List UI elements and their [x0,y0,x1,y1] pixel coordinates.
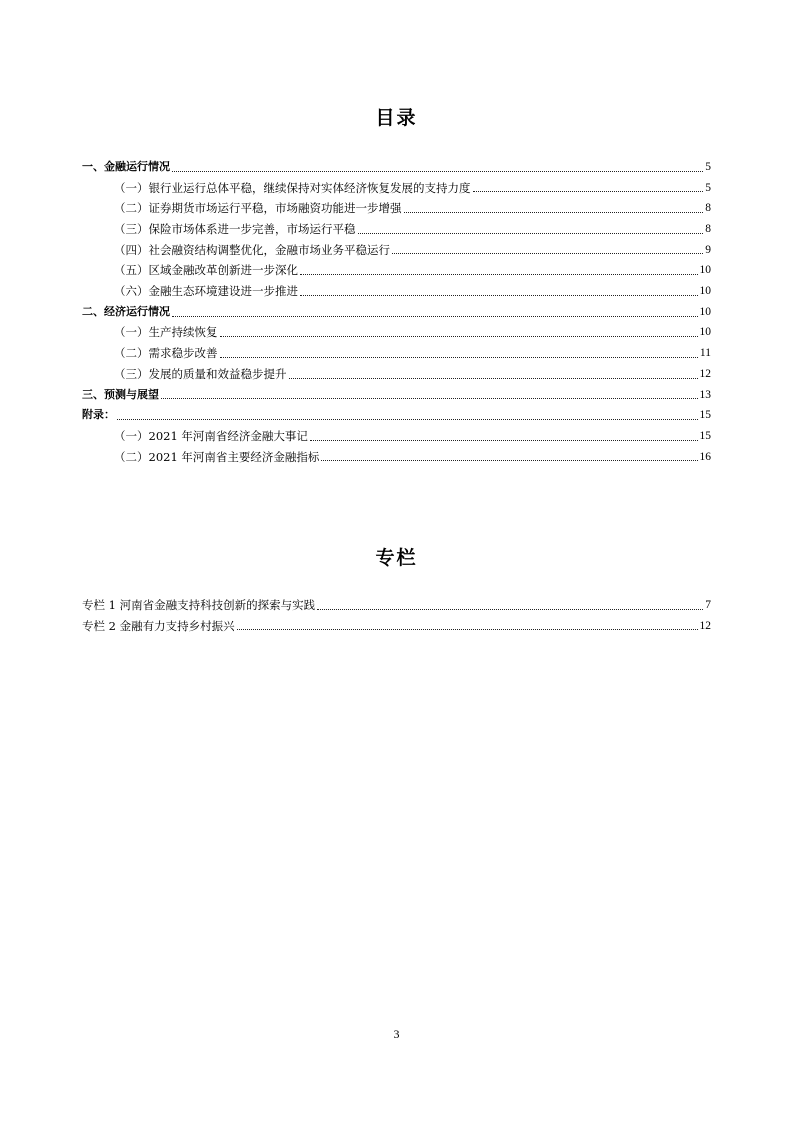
dot-leader [317,608,703,610]
toc-entry[interactable] [82,385,711,406]
toc-entry[interactable] [82,157,711,178]
toc-entry-label: 一、金融运行情况 [82,159,170,173]
toc-entry-label: 三、预测与展望 [82,387,159,401]
toc-entry-page: 15 [699,409,711,422]
toc-entry-page: 5 [705,181,711,194]
toc-entry-label: （三）保险市场体系进一步完善，市场运行平稳 [114,222,356,237]
toc-entry-label: （一）生产持续恢复 [114,325,218,340]
toc-entry-label: （四）社会融资结构调整优化，金融市场业务平稳运行 [114,242,390,257]
toc-entry-page: 8 [705,223,711,236]
toc-entry[interactable] [82,240,711,261]
toc-entry-page: 13 [699,388,711,401]
toc-entry-page: 5 [705,160,711,173]
toc-entry[interactable] [82,323,711,344]
toc-entry-page: 11 [699,347,711,360]
dot-leader [404,211,704,213]
toc-entry[interactable] [82,281,711,302]
toc-entry[interactable] [82,260,711,281]
dot-leader [220,356,698,358]
dot-leader [289,377,698,379]
dot-leader [300,273,698,275]
toc-entry-label: （一）2021 年河南省经济金融大事记 [114,428,308,443]
toc-entry-label: （一）银行业运行总体平稳，继续保持对实体经济恢复发展的支持力度 [114,180,471,195]
toc-entry-page: 9 [705,243,711,256]
dot-leader [321,459,697,461]
toc-entry[interactable] [82,447,711,468]
toc-entry-label: （二）需求稳步改善 [114,346,218,361]
toc-entry-page: 12 [699,367,711,380]
dot-leader [310,439,698,441]
dot-leader [392,252,703,254]
toc-entry[interactable] [82,595,711,616]
dot-leader [172,170,703,172]
toc-entry-page: 10 [699,264,711,277]
toc-entry[interactable] [82,616,711,637]
columns-list [82,595,711,636]
toc-list [82,157,711,467]
toc-entry[interactable] [82,178,711,199]
toc-entry[interactable] [82,364,711,385]
toc-entry-page: 16 [699,450,711,463]
dot-leader [117,418,698,420]
toc-entry-label: （三）发展的质量和效益稳步提升 [114,366,287,381]
toc-entry-label: （二）2021 年河南省主要经济金融指标 [114,449,320,464]
toc-entry[interactable] [82,219,711,240]
dot-leader [172,315,698,317]
toc-entry-page: 10 [699,326,711,339]
dot-leader [473,190,704,192]
dot-leader [358,232,704,234]
toc-entry-page: 8 [705,202,711,215]
columns-title: 专栏 [375,547,418,569]
toc-title: 目录 [375,107,418,129]
toc-entry-label: 专栏 2 金融有力支持乡村振兴 [82,618,235,633]
toc-entry-page: 15 [699,429,711,442]
toc-entry-label: （六）金融生态环境建设进一步推进 [114,284,298,299]
toc-entry-label: （五）区域金融改革创新进一步深化 [114,263,298,278]
toc-entry-label: 二、经济运行情况 [82,304,170,318]
dot-leader [161,397,698,399]
toc-entry-label: 专栏 1 河南省金融支持科技创新的探索与实践 [82,597,316,612]
dot-leader [237,628,698,630]
toc-entry-page: 7 [705,598,711,611]
toc-entry-page: 10 [699,305,711,318]
toc-entry-page: 10 [699,285,711,298]
dot-leader [300,294,698,296]
toc-entry-label: 附录： [82,408,115,422]
toc-entry-label: （二）证券期货市场运行平稳，市场融资功能进一步增强 [114,201,402,216]
toc-entry[interactable] [82,426,711,447]
toc-entry[interactable] [82,343,711,364]
toc-entry-page: 12 [699,619,711,632]
toc-entry[interactable] [82,198,711,219]
toc-entry[interactable] [82,405,711,426]
toc-entry[interactable] [82,302,711,323]
dot-leader [220,335,698,337]
page-number: 3 [393,1027,400,1041]
